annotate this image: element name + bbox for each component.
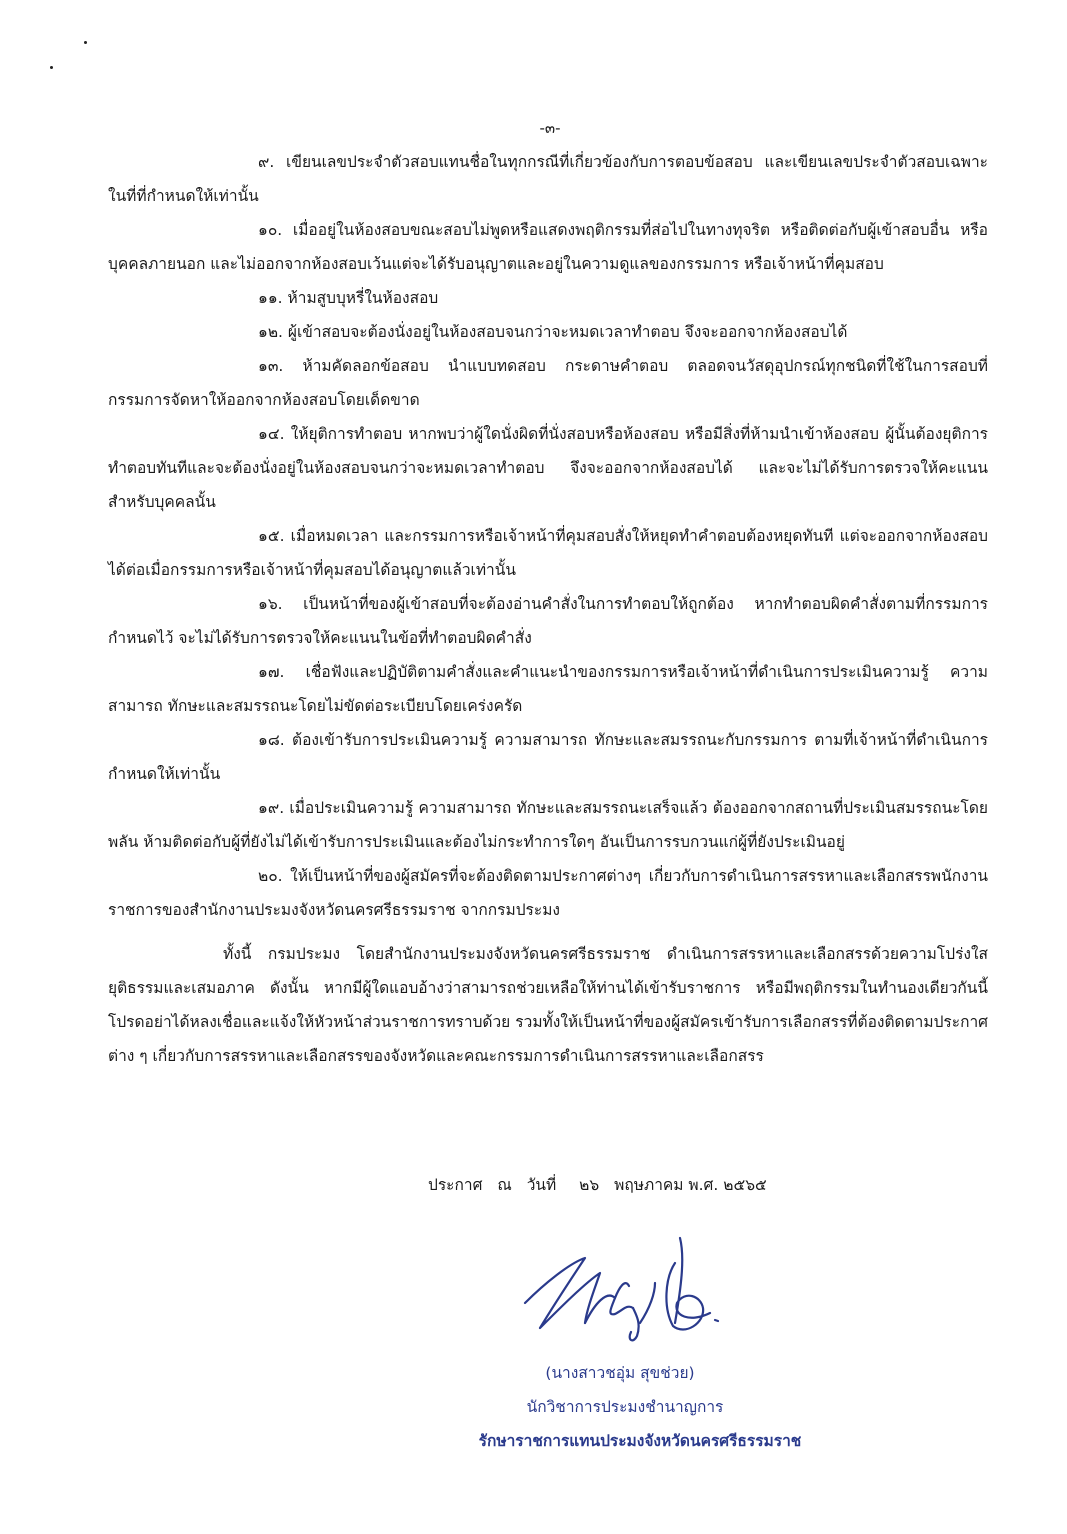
announcement-day-label: วันที่ [526, 1176, 557, 1194]
signatory-acting-title: รักษาราชการแทนประมงจังหวัดนครศรีธรรมราช [478, 1432, 802, 1450]
announcement-at: ณ [497, 1176, 512, 1194]
signature-block [440, 1356, 840, 1458]
list-item: ๑๘. ต้องเข้ารับการประเมินความรู้ ความสามารถ ทักษะและสมรรถนะกับกรรมการ ตามที่เจ้าหน้าที่ดำเนินการกำหนดให้เท่านั้น [108, 731, 988, 783]
regulations-list [108, 145, 988, 1073]
list-item: ๑๔. ให้ยุติการทำตอบ หากพบว่าผู้ใดนั่งผิดที่นั่งสอบหรือห้องสอบ หรือมีสิ่งที่ห้ามนำเข้าห้องสอบ ผู้นั้นต้องยุติการทำตอบทันทีและจะต้องนั่งอยู่ในห้องสอบจนกว่าจะหมดเวลาทำตอบ จึงจะออกจากห้องสอบได้ และจะไม่ได้รับการตรวจให้คะแนนสำหรับบุคคลนั้น [108, 425, 988, 511]
announcement-date [428, 1172, 777, 1197]
announcement-prefix: ประกาศ [428, 1176, 483, 1194]
closing-paragraph: ทั้งนี้ กรมประมง โดยสำนักงานประมงจังหวัดนครศรีธรรมราช ดำเนินการสรรหาและเลือกสรรด้วยความโปร่งใส ยุติธรรมและเสมอภาค ดังนั้น หากมีผู้ใดแอบอ้างว่าสามารถช่วยเหลือให้ท่านได้เข้ารับราชการ หรือมีพฤติกรรมในทำนองเดียวกันนี้ โปรดอย่าได้หลงเชื่อและแจ้งให้หัวหน้าส่วนราชการทราบด้วย รวมทั้งให้เป็นหน้าที่ของผู้สมัครเข้ารับการเลือกสรรที่ต้องติดตามประกาศต่าง ๆ เกี่ยวกับการสรรหาและเลือกสรรของจังหวัดและคณะกรรมการดำเนินการสรรหาและเลือกสรร [108, 945, 988, 1065]
list-item: ๑๖. เป็นหน้าที่ของผู้เข้าสอบที่จะต้องอ่านคำสั่งในการทำตอบให้ถูกต้อง หากทำตอบผิดคำสั่งตามที่กรรมการกำหนดไว้ จะไม่ได้รับการตรวจให้คะแนนในข้อที่ทำตอบผิดคำสั่ง [108, 595, 988, 647]
announcement-month-year: พฤษภาคม พ.ศ. ๒๕๖๕ [614, 1176, 767, 1194]
list-item: ๑๐. เมื่ออยู่ในห้องสอบขณะสอบไม่พูดหรือแสดงพฤติกรรมที่ส่อไปในทางทุจริต หรือติดต่อกับผู้เข้าสอบอื่น หรือบุคคลภายนอก และไม่ออกจากห้องสอบเว้นแต่จะได้รับอนุญาตและอยู่ในความดูแลของกรรมการ หรือเจ้าหน้าที่คุมสอบ [108, 221, 988, 273]
list-item: ๑๒. ผู้เข้าสอบจะต้องนั่งอยู่ในห้องสอบจนกว่าจะหมดเวลาทำตอบ จึงจะออกจากห้องสอบได้ [258, 323, 848, 341]
signatory-position: นักวิชาการประมงชำนาญการ [526, 1398, 724, 1416]
handwritten-signature [515, 1228, 785, 1358]
list-item: ๑๕. เมื่อหมดเวลา และกรรมการหรือเจ้าหน้าที่คุมสอบสั่งให้หยุดทำคำตอบต้องหยุดทันที แต่จะออกจากห้องสอบได้ต่อเมื่อกรรมการหรือเจ้าหน้าที่คุมสอบได้อนุญาตแล้วเท่านั้น [108, 527, 988, 579]
scan-speck [84, 41, 87, 44]
announcement-day: ๒๖ [579, 1176, 600, 1194]
list-item: ๑๓. ห้ามคัดลอกข้อสอบ นำแบบทดสอบ กระดาษคำตอบ ตลอดจนวัสดุอุปกรณ์ทุกชนิดที่ใช้ในการสอบที่กรรมการจัดหาให้ออกจากห้องสอบโดยเด็ดขาด [108, 357, 988, 409]
list-item: ๑๗. เชื่อฟังและปฏิบัติตามคำสั่งและคำแนะนำของกรรมการหรือเจ้าหน้าที่ดำเนินการประเมินความรู้ ความสามารถ ทักษะและสมรรถนะโดยไม่ขัดต่อระเบียบโดยเคร่งครัด [108, 663, 988, 715]
signatory-name: (นางสาวชอุ่ม สุขช่วย) [545, 1364, 695, 1382]
list-item: ๑๙. เมื่อประเมินความรู้ ความสามารถ ทักษะและสมรรถนะเสร็จแล้ว ต้องออกจากสถานที่ประเมินสมรรถนะโดยพลัน ห้ามติดต่อกับผู้ที่ยังไม่ได้เข้ารับการประเมินและต้องไม่กระทำการใดๆ อันเป็นการรบกวนแก่ผู้ที่ยังประเมินอยู่ [108, 799, 988, 851]
scan-speck [50, 66, 53, 69]
page-number: -๓- [539, 119, 561, 137]
list-item: ๙. เขียนเลขประจำตัวสอบแทนชื่อในทุกกรณีที่เกี่ยวข้องกับการตอบข้อสอบ และเขียนเลขประจำตัวสอบเฉพาะในที่ที่กำหนดให้เท่านั้น [108, 153, 988, 205]
list-item: ๒๐. ให้เป็นหน้าที่ของผู้สมัครที่จะต้องติดตามประกาศต่างๆ เกี่ยวกับการดำเนินการสรรหาและเลือกสรรพนักงานราชการของสำนักงานประมงจังหวัดนครศรีธรรมราช จากกรมประมง [108, 867, 988, 919]
list-item: ๑๑. ห้ามสูบบุหรี่ในห้องสอบ [258, 289, 439, 307]
